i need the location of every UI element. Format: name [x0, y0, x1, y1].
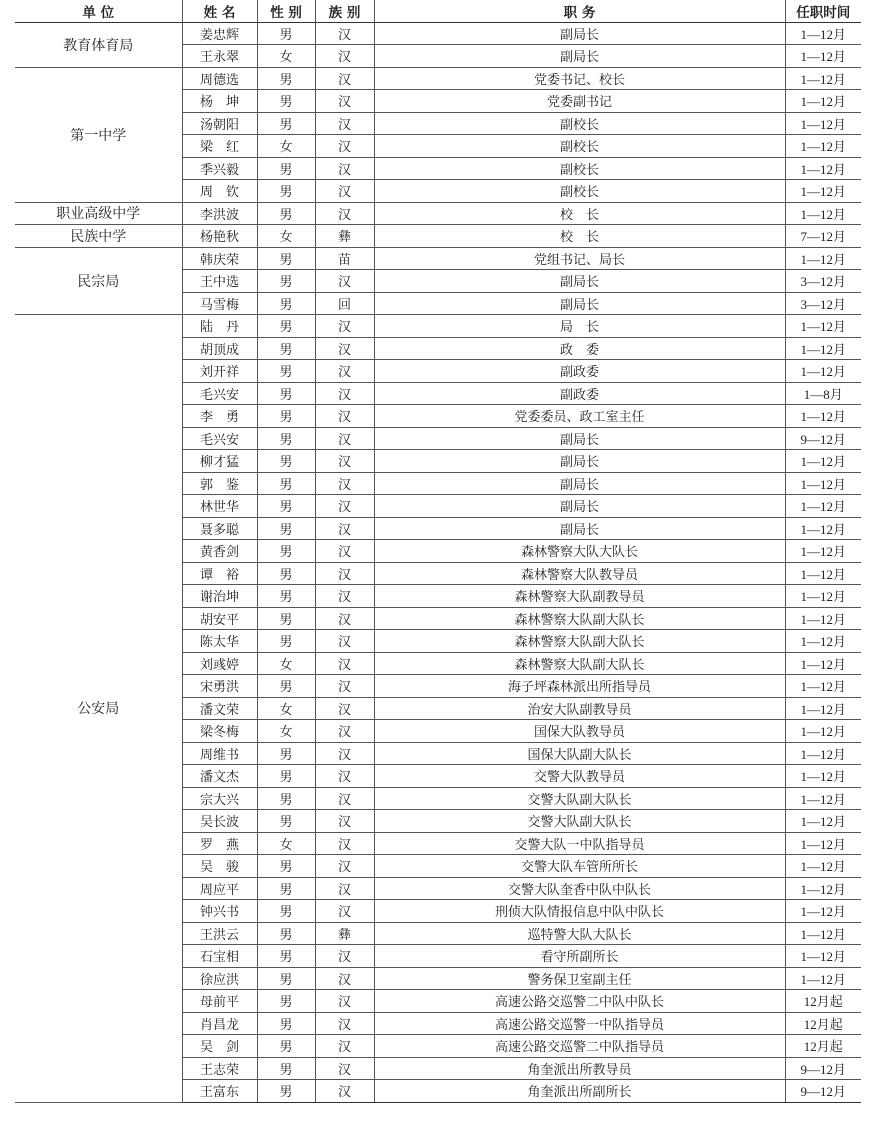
position-cell: 警务保卫室副主任: [374, 967, 785, 990]
gender-cell: 男: [257, 270, 315, 293]
ethnicity-cell: 汉: [315, 765, 374, 788]
position-cell: 副局长: [374, 517, 785, 540]
gender-cell: 男: [257, 922, 315, 945]
person-name: 宗大兴: [182, 787, 257, 810]
table-row: [15, 225, 861, 248]
term-cell: 1—12月: [785, 67, 861, 90]
gender-cell: 男: [257, 90, 315, 113]
gender-cell: 男: [257, 67, 315, 90]
table-row: [15, 247, 861, 270]
term-cell: 9—12月: [785, 427, 861, 450]
term-cell: 1—12月: [785, 585, 861, 608]
position-cell: 副局长: [374, 45, 785, 68]
header-gender: 性 别: [257, 0, 315, 22]
person-name: 潘文荣: [182, 697, 257, 720]
person-name: 王洪云: [182, 922, 257, 945]
gender-cell: 女: [257, 45, 315, 68]
position-cell: 交警大队副大队长: [374, 810, 785, 833]
person-name: 王永翠: [182, 45, 257, 68]
term-cell: 1—12月: [785, 720, 861, 743]
ethnicity-cell: 汉: [315, 990, 374, 1013]
ethnicity-cell: 汉: [315, 967, 374, 990]
gender-cell: 女: [257, 225, 315, 248]
person-name: 毛兴安: [182, 382, 257, 405]
term-cell: 1—12月: [785, 855, 861, 878]
person-name: 柳才猛: [182, 450, 257, 473]
gender-cell: 男: [257, 945, 315, 968]
position-cell: 交警大队副大队长: [374, 787, 785, 810]
ethnicity-cell: 汉: [315, 652, 374, 675]
position-cell: 副局长: [374, 472, 785, 495]
gender-cell: 男: [257, 607, 315, 630]
term-cell: 1—12月: [785, 202, 861, 225]
position-cell: 副局长: [374, 292, 785, 315]
term-cell: 12月起: [785, 1035, 861, 1058]
gender-cell: 男: [257, 1057, 315, 1080]
gender-cell: 男: [257, 630, 315, 653]
term-cell: 3—12月: [785, 292, 861, 315]
position-cell: 副局长: [374, 450, 785, 473]
position-cell: 海子坪森林派出所指导员: [374, 675, 785, 698]
position-cell: 森林警察大队大队长: [374, 540, 785, 563]
term-cell: 1—12月: [785, 540, 861, 563]
gender-cell: 男: [257, 337, 315, 360]
position-cell: 交警大队教导员: [374, 765, 785, 788]
person-name: 郭 鉴: [182, 472, 257, 495]
table-row: [15, 22, 861, 45]
gender-cell: 男: [257, 157, 315, 180]
position-cell: 角奎派出所副所长: [374, 1080, 785, 1103]
gender-cell: 男: [257, 967, 315, 990]
ethnicity-cell: 汉: [315, 427, 374, 450]
term-cell: 1—12月: [785, 180, 861, 203]
unit-cell: 第一中学: [15, 67, 182, 202]
position-cell: 副政委: [374, 360, 785, 383]
term-cell: 1—12月: [785, 877, 861, 900]
ethnicity-cell: 汉: [315, 1012, 374, 1035]
ethnicity-cell: 汉: [315, 202, 374, 225]
ethnicity-cell: 汉: [315, 540, 374, 563]
gender-cell: 男: [257, 450, 315, 473]
position-cell: 副局长: [374, 427, 785, 450]
ethnicity-cell: 汉: [315, 877, 374, 900]
gender-cell: 男: [257, 360, 315, 383]
gender-cell: 男: [257, 405, 315, 428]
ethnicity-cell: 汉: [315, 22, 374, 45]
position-cell: 巡特警大队大队长: [374, 922, 785, 945]
term-cell: 1—12月: [785, 495, 861, 518]
person-name: 汤朝阳: [182, 112, 257, 135]
ethnicity-cell: 汉: [315, 787, 374, 810]
header-term: 任职时间: [785, 0, 861, 22]
term-cell: 1—12月: [785, 787, 861, 810]
term-cell: 1—12月: [785, 652, 861, 675]
position-cell: 国保大队副大队长: [374, 742, 785, 765]
term-cell: 1—12月: [785, 562, 861, 585]
person-name: 宋勇洪: [182, 675, 257, 698]
term-cell: 12月起: [785, 1012, 861, 1035]
position-cell: 森林警察大队副大队长: [374, 652, 785, 675]
gender-cell: 女: [257, 697, 315, 720]
unit-cell: 民宗局: [15, 247, 182, 315]
ethnicity-cell: 汉: [315, 270, 374, 293]
ethnicity-cell: 汉: [315, 360, 374, 383]
person-name: 王志荣: [182, 1057, 257, 1080]
gender-cell: 男: [257, 247, 315, 270]
term-cell: 3—12月: [785, 270, 861, 293]
term-cell: 1—12月: [785, 630, 861, 653]
term-cell: 1—12月: [785, 90, 861, 113]
gender-cell: 男: [257, 765, 315, 788]
table-row: [15, 202, 861, 225]
person-name: 周应平: [182, 877, 257, 900]
ethnicity-cell: 汉: [315, 742, 374, 765]
unit-cell: 教育体育局: [15, 22, 182, 67]
term-cell: 1—12月: [785, 742, 861, 765]
term-cell: 1—12月: [785, 315, 861, 338]
gender-cell: 男: [257, 22, 315, 45]
gender-cell: 男: [257, 810, 315, 833]
person-name: 周 钦: [182, 180, 257, 203]
ethnicity-cell: 汉: [315, 180, 374, 203]
term-cell: 1—12月: [785, 697, 861, 720]
position-cell: 交警大队奎香中队中队长: [374, 877, 785, 900]
term-cell: 1—8月: [785, 382, 861, 405]
term-cell: 1—12月: [785, 967, 861, 990]
ethnicity-cell: 汉: [315, 697, 374, 720]
term-cell: 1—12月: [785, 450, 861, 473]
ethnicity-cell: 汉: [315, 135, 374, 158]
position-cell: 局 长: [374, 315, 785, 338]
person-name: 杨艳秋: [182, 225, 257, 248]
gender-cell: 男: [257, 900, 315, 923]
position-cell: 交警大队一中队指导员: [374, 832, 785, 855]
gender-cell: 男: [257, 202, 315, 225]
ethnicity-cell: 汉: [315, 1035, 374, 1058]
ethnicity-cell: 汉: [315, 90, 374, 113]
position-cell: 刑侦大队情报信息中队中队长: [374, 900, 785, 923]
position-cell: 森林警察大队副大队长: [374, 607, 785, 630]
person-name: 毛兴安: [182, 427, 257, 450]
person-name: 徐应洪: [182, 967, 257, 990]
gender-cell: 男: [257, 517, 315, 540]
position-cell: 党委书记、校长: [374, 67, 785, 90]
person-name: 潘文杰: [182, 765, 257, 788]
position-cell: 国保大队教导员: [374, 720, 785, 743]
ethnicity-cell: 汉: [315, 405, 374, 428]
ethnicity-cell: 汉: [315, 67, 374, 90]
gender-cell: 男: [257, 855, 315, 878]
position-cell: 副校长: [374, 157, 785, 180]
table-body: [15, 22, 861, 1102]
position-cell: 党组书记、局长: [374, 247, 785, 270]
ethnicity-cell: 汉: [315, 855, 374, 878]
gender-cell: 男: [257, 990, 315, 1013]
term-cell: 1—12月: [785, 765, 861, 788]
person-name: 王富东: [182, 1080, 257, 1103]
ethnicity-cell: 苗: [315, 247, 374, 270]
position-cell: 交警大队车管所所长: [374, 855, 785, 878]
gender-cell: 男: [257, 1035, 315, 1058]
person-name: 聂多聪: [182, 517, 257, 540]
ethnicity-cell: 汉: [315, 495, 374, 518]
ethnicity-cell: 彝: [315, 922, 374, 945]
person-name: 马雪梅: [182, 292, 257, 315]
ethnicity-cell: 汉: [315, 472, 374, 495]
table-row: [15, 67, 861, 90]
person-name: 陆 丹: [182, 315, 257, 338]
term-cell: 1—12月: [785, 810, 861, 833]
position-cell: 党委副书记: [374, 90, 785, 113]
unit-cell: 职业高级中学: [15, 202, 182, 225]
person-name: 刘彧婷: [182, 652, 257, 675]
term-cell: 1—12月: [785, 112, 861, 135]
term-cell: 1—12月: [785, 945, 861, 968]
gender-cell: 男: [257, 495, 315, 518]
person-name: 石宝相: [182, 945, 257, 968]
person-name: 刘开祥: [182, 360, 257, 383]
position-cell: 看守所副所长: [374, 945, 785, 968]
person-name: 林世华: [182, 495, 257, 518]
table-row: [15, 315, 861, 338]
ethnicity-cell: 汉: [315, 607, 374, 630]
position-cell: 高速公路交巡警二中队中队长: [374, 990, 785, 1013]
position-cell: 高速公路交巡警二中队指导员: [374, 1035, 785, 1058]
position-cell: 治安大队副教导员: [374, 697, 785, 720]
ethnicity-cell: 汉: [315, 720, 374, 743]
person-name: 周维书: [182, 742, 257, 765]
person-name: 胡顶成: [182, 337, 257, 360]
term-cell: 1—12月: [785, 337, 861, 360]
position-cell: 副政委: [374, 382, 785, 405]
term-cell: 1—12月: [785, 405, 861, 428]
unit-cell: 公安局: [15, 315, 182, 1103]
ethnicity-cell: 汉: [315, 945, 374, 968]
unit-cell: 民族中学: [15, 225, 182, 248]
position-cell: 副局长: [374, 22, 785, 45]
gender-cell: 男: [257, 292, 315, 315]
ethnicity-cell: 汉: [315, 517, 374, 540]
gender-cell: 男: [257, 112, 315, 135]
gender-cell: 男: [257, 1080, 315, 1103]
ethnicity-cell: 汉: [315, 1080, 374, 1103]
gender-cell: 男: [257, 427, 315, 450]
position-cell: 森林警察大队副大队长: [374, 630, 785, 653]
term-cell: 9—12月: [785, 1080, 861, 1103]
position-cell: 副校长: [374, 180, 785, 203]
gender-cell: 男: [257, 562, 315, 585]
ethnicity-cell: 回: [315, 292, 374, 315]
term-cell: 1—12月: [785, 45, 861, 68]
term-cell: 1—12月: [785, 472, 861, 495]
gender-cell: 女: [257, 652, 315, 675]
term-cell: 1—12月: [785, 607, 861, 630]
header-name: 姓 名: [182, 0, 257, 22]
ethnicity-cell: 汉: [315, 450, 374, 473]
term-cell: 1—12月: [785, 675, 861, 698]
position-cell: 副局长: [374, 270, 785, 293]
header-position: 职 务: [374, 0, 785, 22]
gender-cell: 男: [257, 180, 315, 203]
person-name: 李洪波: [182, 202, 257, 225]
table-header-row: [15, 0, 861, 22]
ethnicity-cell: 汉: [315, 315, 374, 338]
gender-cell: 男: [257, 877, 315, 900]
gender-cell: 男: [257, 787, 315, 810]
term-cell: 7—12月: [785, 225, 861, 248]
term-cell: 1—12月: [785, 517, 861, 540]
ethnicity-cell: 汉: [315, 832, 374, 855]
person-name: 肖昌龙: [182, 1012, 257, 1035]
gender-cell: 女: [257, 832, 315, 855]
position-cell: 校 长: [374, 225, 785, 248]
term-cell: 1—12月: [785, 157, 861, 180]
personnel-table: [15, 0, 861, 1103]
person-name: 母前平: [182, 990, 257, 1013]
ethnicity-cell: 汉: [315, 810, 374, 833]
gender-cell: 男: [257, 675, 315, 698]
position-cell: 角奎派出所教导员: [374, 1057, 785, 1080]
person-name: 黄香剑: [182, 540, 257, 563]
person-name: 陈太华: [182, 630, 257, 653]
person-name: 胡安平: [182, 607, 257, 630]
term-cell: 1—12月: [785, 832, 861, 855]
position-cell: 副校长: [374, 135, 785, 158]
term-cell: 1—12月: [785, 135, 861, 158]
gender-cell: 男: [257, 585, 315, 608]
ethnicity-cell: 汉: [315, 630, 374, 653]
person-name: 谭 裕: [182, 562, 257, 585]
page: [15, 0, 861, 1103]
position-cell: 森林警察大队教导员: [374, 562, 785, 585]
ethnicity-cell: 汉: [315, 337, 374, 360]
person-name: 钟兴书: [182, 900, 257, 923]
person-name: 吴长波: [182, 810, 257, 833]
ethnicity-cell: 汉: [315, 900, 374, 923]
ethnicity-cell: 汉: [315, 382, 374, 405]
term-cell: 12月起: [785, 990, 861, 1013]
person-name: 梁 红: [182, 135, 257, 158]
term-cell: 1—12月: [785, 247, 861, 270]
ethnicity-cell: 汉: [315, 1057, 374, 1080]
ethnicity-cell: 彝: [315, 225, 374, 248]
person-name: 王中选: [182, 270, 257, 293]
ethnicity-cell: 汉: [315, 562, 374, 585]
gender-cell: 男: [257, 315, 315, 338]
person-name: 李 勇: [182, 405, 257, 428]
person-name: 杨 坤: [182, 90, 257, 113]
position-cell: 副局长: [374, 495, 785, 518]
person-name: 姜忠辉: [182, 22, 257, 45]
person-name: 周德选: [182, 67, 257, 90]
gender-cell: 男: [257, 1012, 315, 1035]
gender-cell: 女: [257, 720, 315, 743]
person-name: 季兴毅: [182, 157, 257, 180]
person-name: 吴 骏: [182, 855, 257, 878]
ethnicity-cell: 汉: [315, 585, 374, 608]
ethnicity-cell: 汉: [315, 112, 374, 135]
position-cell: 高速公路交巡警一中队指导员: [374, 1012, 785, 1035]
gender-cell: 女: [257, 135, 315, 158]
header-ethnicity: 族 别: [315, 0, 374, 22]
person-name: 谢治坤: [182, 585, 257, 608]
term-cell: 9—12月: [785, 1057, 861, 1080]
person-name: 梁冬梅: [182, 720, 257, 743]
person-name: 韩庆荣: [182, 247, 257, 270]
ethnicity-cell: 汉: [315, 157, 374, 180]
person-name: 罗 燕: [182, 832, 257, 855]
header-unit: 单 位: [15, 0, 182, 22]
ethnicity-cell: 汉: [315, 675, 374, 698]
gender-cell: 男: [257, 382, 315, 405]
term-cell: 1—12月: [785, 22, 861, 45]
position-cell: 党委委员、政工室主任: [374, 405, 785, 428]
position-cell: 森林警察大队副教导员: [374, 585, 785, 608]
position-cell: 副校长: [374, 112, 785, 135]
person-name: 吴 剑: [182, 1035, 257, 1058]
term-cell: 1—12月: [785, 360, 861, 383]
position-cell: 校 长: [374, 202, 785, 225]
gender-cell: 男: [257, 472, 315, 495]
gender-cell: 男: [257, 742, 315, 765]
gender-cell: 男: [257, 540, 315, 563]
term-cell: 1—12月: [785, 922, 861, 945]
position-cell: 政 委: [374, 337, 785, 360]
ethnicity-cell: 汉: [315, 45, 374, 68]
term-cell: 1—12月: [785, 900, 861, 923]
